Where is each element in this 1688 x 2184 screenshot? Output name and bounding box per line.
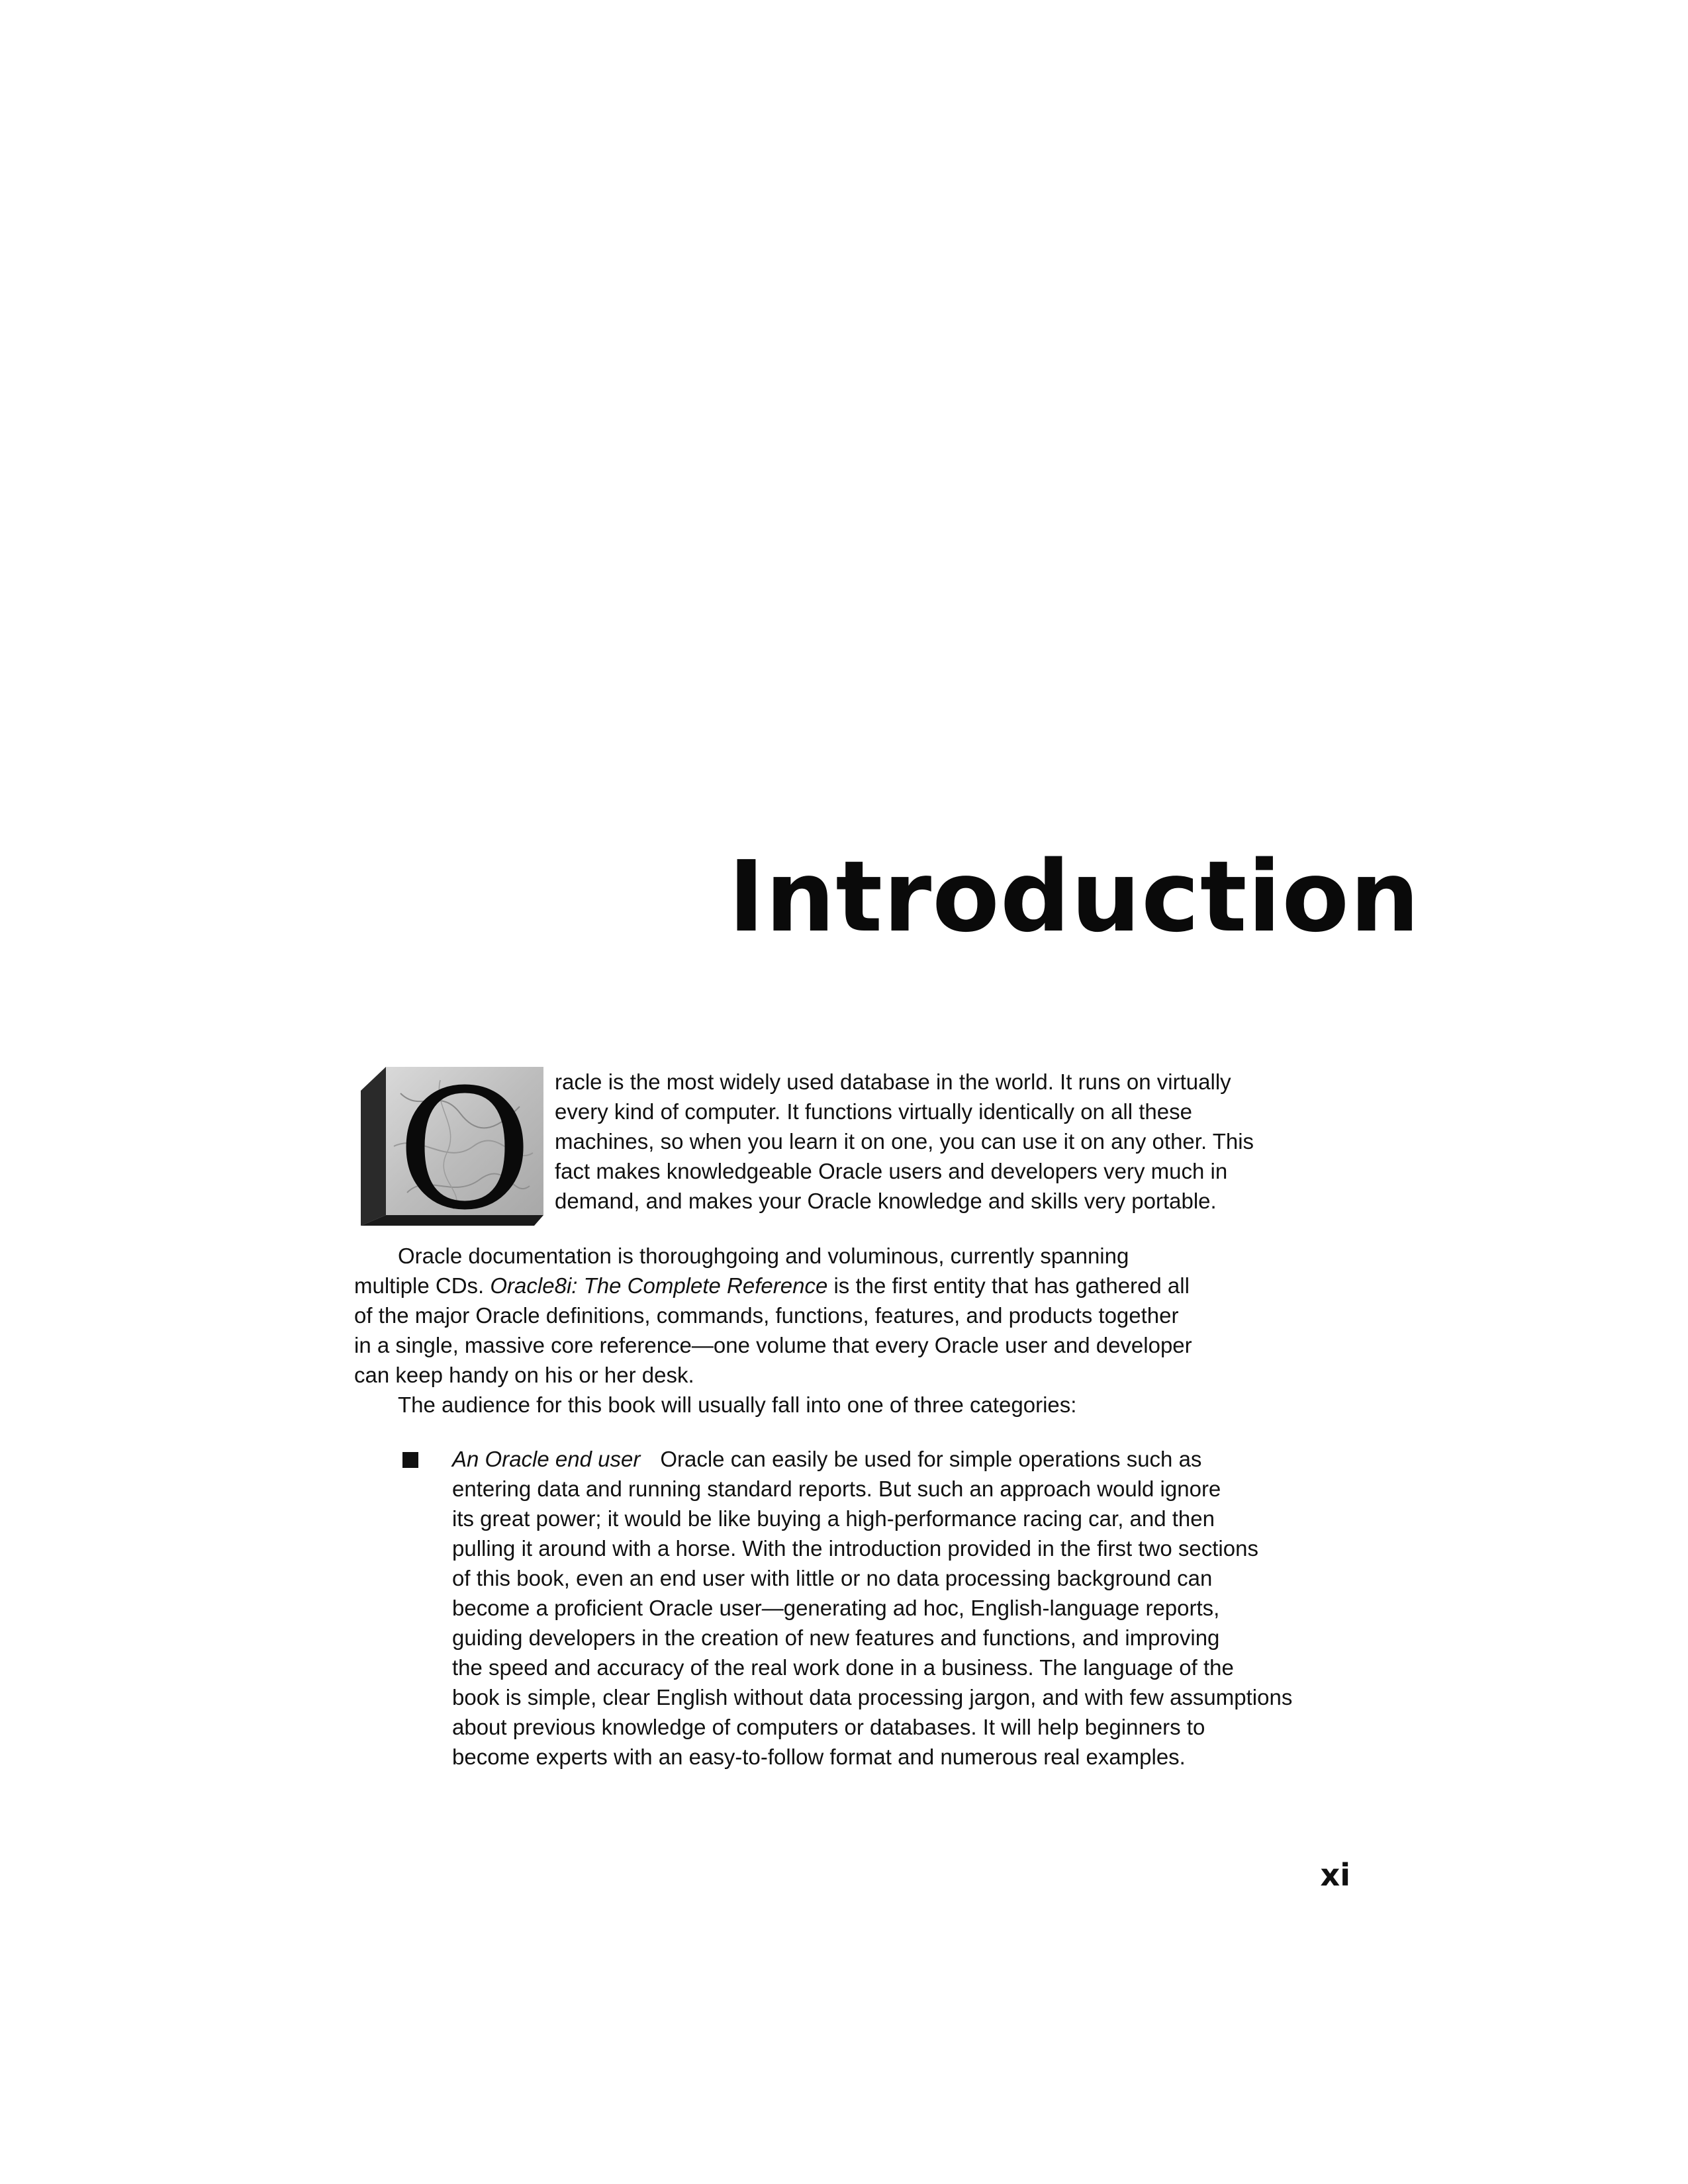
body-paragraphs	[354, 1241, 1192, 1420]
square-bullet-icon	[402, 1452, 418, 1468]
paragraph-line: become experts with an easy-to-follow format and numerous real examples.	[452, 1745, 1186, 1769]
paragraph-line: entering data and running standard reports. But such an approach would ignore	[452, 1477, 1221, 1501]
text-span: Oracle can easily be used for simple operations such as	[660, 1447, 1202, 1471]
paragraph-line: guiding developers in the creation of new features and functions, and improving	[452, 1625, 1220, 1650]
page-number: xi	[1320, 1857, 1350, 1893]
drop-cap-o	[361, 1067, 543, 1226]
paragraph-line: pulling it around with a horse. With the introduction provided in the first two sections	[452, 1536, 1258, 1561]
book-title-reference: Oracle8i: The Complete Reference	[490, 1273, 828, 1298]
paragraph-line: racle is the most widely used database in the world. It runs on virtually	[555, 1069, 1231, 1094]
paragraph-line: about previous knowledge of computers or databases. It will help beginners to	[452, 1715, 1205, 1739]
paragraph-line: book is simple, clear English without data processing jargon, and with few assumptions	[452, 1685, 1293, 1709]
drop-cap-letter: O	[397, 1067, 533, 1226]
paragraph-line: of this book, even an end user with little or no data processing background can	[452, 1566, 1213, 1590]
paragraph-line: its great power; it would be like buying a high-performance racing car, and then	[452, 1506, 1215, 1531]
paragraph-line	[452, 1444, 1292, 1474]
paragraph-line: of the major Oracle definitions, commands, functions, features, and products together	[354, 1303, 1179, 1328]
text-span: multiple CDs.	[354, 1273, 491, 1298]
audience-list	[402, 1444, 1292, 1772]
text-span: is the first entity that has gathered all	[827, 1273, 1190, 1298]
paragraph-line	[354, 1271, 1192, 1300]
first-paragraph	[555, 1067, 1254, 1216]
paragraph-line: fact makes knowledgeable Oracle users and developers very much in	[555, 1159, 1228, 1183]
paragraph-line: become a proficient Oracle user—generating ad hoc, English-language reports,	[452, 1596, 1220, 1620]
list-item-term: An Oracle end user	[452, 1447, 641, 1471]
paragraph-line: demand, and makes your Oracle knowledge and skills very portable.	[555, 1189, 1217, 1213]
paragraph-line: can keep handy on his or her desk.	[354, 1363, 694, 1387]
paragraph-line: the speed and accuracy of the real work done in a business. The language of the	[452, 1655, 1234, 1680]
paragraph-line: every kind of computer. It functions virtually identically on all these	[555, 1099, 1192, 1124]
paragraph-line: The audience for this book will usually fall into one of three categories:	[398, 1392, 1077, 1417]
paragraph-line: machines, so when you learn it on one, you can use it on any other. This	[555, 1129, 1254, 1154]
chapter-title: Introduction	[728, 840, 1421, 954]
paragraph-line: in a single, massive core reference—one volume that every Oracle user and developer	[354, 1333, 1192, 1357]
list-item	[402, 1444, 1292, 1772]
paragraph-line: Oracle documentation is thoroughgoing and voluminous, currently spanning	[398, 1244, 1129, 1268]
